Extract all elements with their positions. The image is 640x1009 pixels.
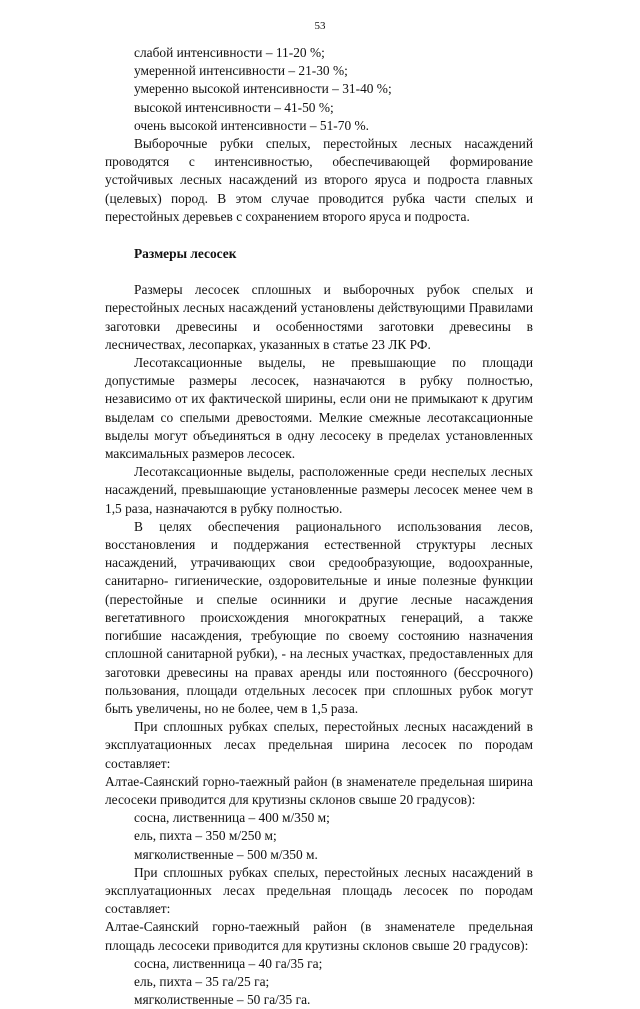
list-item: высокой интенсивности – 41-50 %; (134, 99, 334, 115)
max-width-list (105, 809, 533, 864)
intensity-list (105, 44, 533, 135)
paragraph-selective-cutting: Выборочные рубки спелых, перестойных лесных насаждений проводятся с интенсивностью, обеспечивающей формирование устойчивых лесных насаждений из второго яруса и подроста главных (целевых) пород. В этом случае проводится рубка части спелых и перестойных деревьев с сохранением второго яруса и подроста. (105, 136, 533, 224)
list-item: ель, пихта – 350 м/250 м; (134, 828, 277, 844)
list-item: умеренной интенсивности – 21-30 %; (134, 63, 348, 79)
paragraph-cutting-area-sizes: Размеры лесосек сплошных и выборочных рубок спелых и перестойных лесных насаждений установлены действующими Правилами заготовки древесины и особенностями заготовки древесины в лесничествах, лесопарках, указанных в статье 23 ЛК РФ. (105, 282, 533, 352)
list-item: очень высокой интенсивности – 51-70 %. (134, 117, 370, 133)
page-content (105, 44, 533, 1009)
list-item: сосна, лиственница – 40 га/35 га; (134, 955, 323, 971)
paragraph-max-width-region: Алтае-Саянский горно-таежный район (в знаменателе предельная ширина лесосеки приводится для крутизны склонов свыше 20 градусов): (105, 773, 533, 807)
list-item: слабой интенсивности – 11-20 %; (134, 45, 325, 60)
paragraph-rational-use: В целях обеспечения рационального использования лесов, восстановления и поддержания естественной структуры лесных насаждений, утрачивающих свои средообразующие, водоохранные, санитарно- гигиенические, оздоровительные и иные полезные функции (перестойные и спелые осинники и другие лесные насаждения вегетативного происхождения многократных генераций, а также погибшие насаждения, требующие по своему состоянию назначения сплошной санитарной рубки), - на лесных участках, предоставленных для заготовки древесины на правах аренды или постоянного (бессрочного) пользования, площади отдельных лесосек при сплошных рубок могут быть увеличены, но не более, чем в 1,5 раза. (105, 518, 533, 716)
section-heading: Размеры лесосек (134, 246, 237, 262)
page-number: 53 (314, 20, 326, 32)
paragraph-taxation-units: Лесотаксационные выделы, не превышающие по площади допустимые размеры лесосек, назначаются в рубку полностью, независимо от их фактической ширины, если они не примыкают к другим выделам со спелыми древостоями. Мелкие смежные лесотаксационные выделы могут объединяться в одну лесосеку в пределах установленных максимальных размеров лесосек. (105, 355, 533, 462)
paragraph-max-area-region: Алтае-Саянский горно-таежный район (в знаменателе предельная площадь лесосеки приводится для крутизны склонов свыше 20 градусов): (105, 919, 533, 953)
list-item: мягколиственные – 500 м/350 м. (134, 846, 318, 862)
list-item: сосна, лиственница – 400 м/350 м; (134, 810, 330, 826)
list-item: мягколиственные – 50 га/35 га. (134, 992, 311, 1008)
paragraph-taxation-units-immature: Лесотаксационные выделы, расположенные среди неспелых лесных насаждений, превышающие установленные размеры лесосек менее чем в 1,5 раза, назначаются в рубку полностью. (105, 464, 533, 516)
max-area-list (105, 955, 533, 1009)
list-item: умеренно высокой интенсивности – 31-40 %; (134, 81, 392, 97)
list-item: ель, пихта – 35 га/25 га; (134, 973, 270, 989)
paragraph-max-width-intro: При сплошных рубках спелых, перестойных лесных насаждений в эксплуатационных лесах предельная ширина лесосек по породам составляет: (105, 719, 533, 771)
paragraph-max-area-intro: При сплошных рубках спелых, перестойных лесных насаждений в эксплуатационных лесах предельная площадь лесосек по породам составляет: (105, 864, 533, 917)
